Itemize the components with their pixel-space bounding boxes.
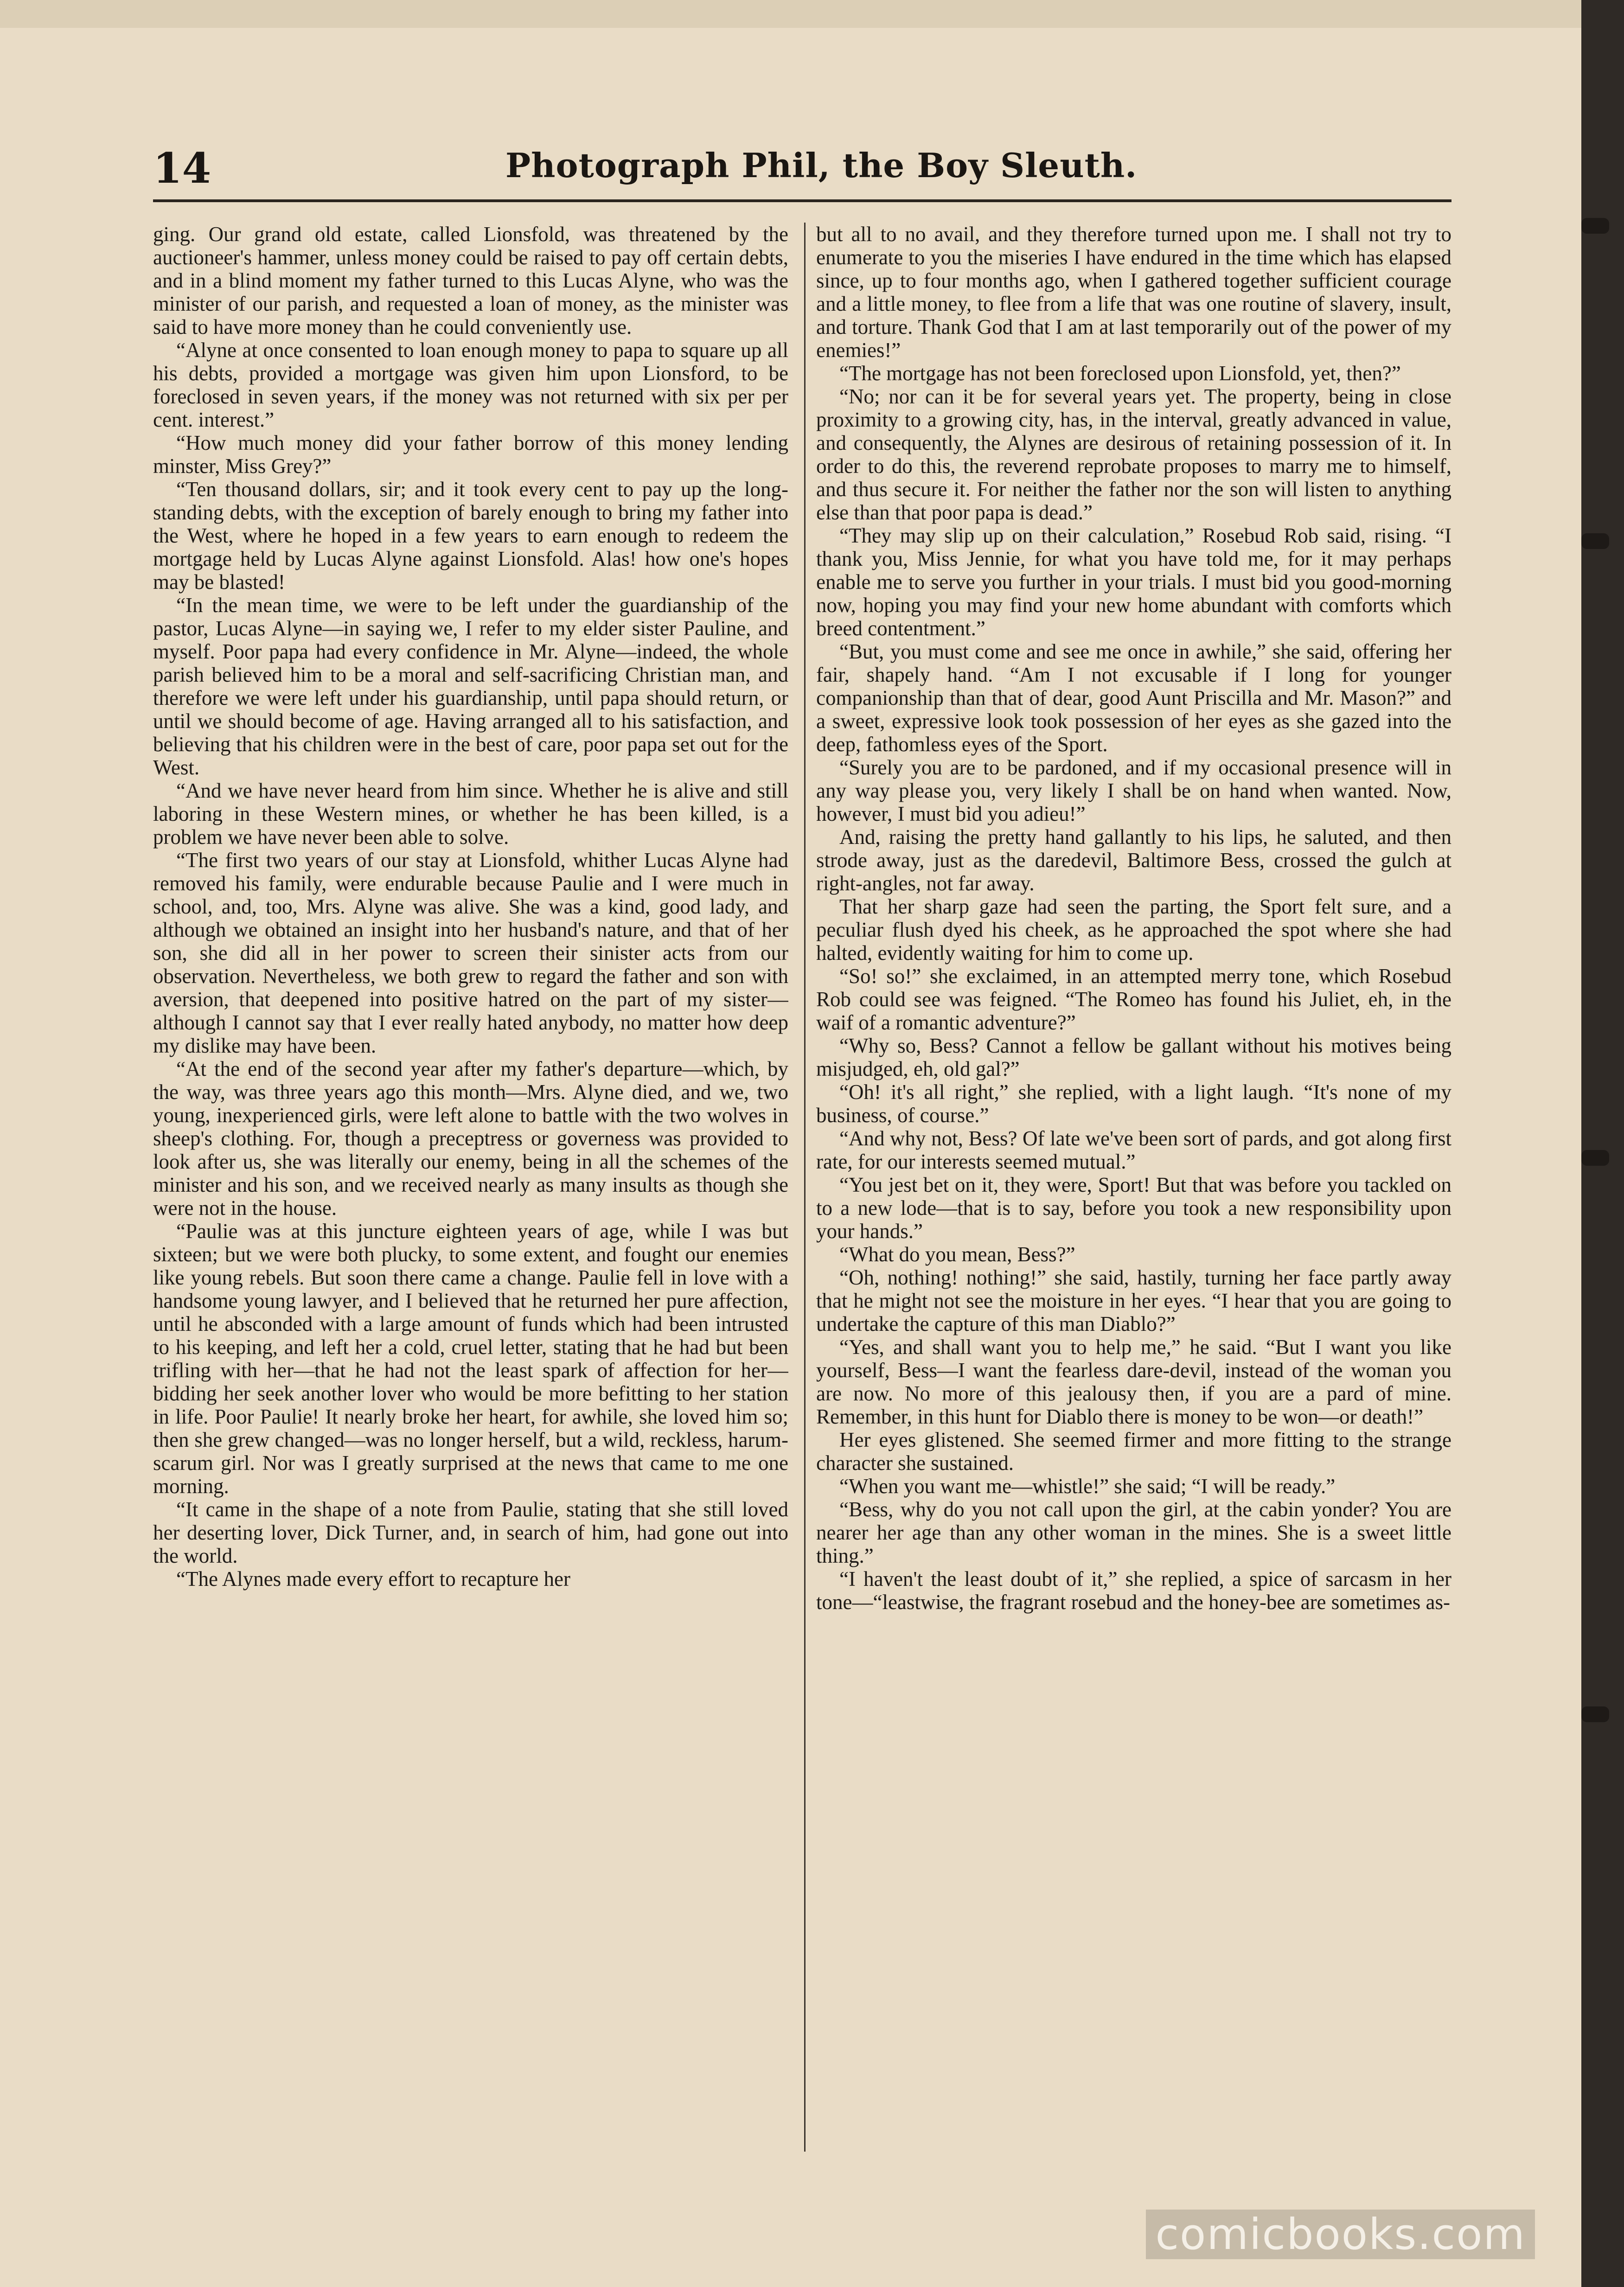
paragraph: “At the end of the second year after my father's departure—which, by the way, was three years ago this month—Mrs. Alyne died, and we, two young, inexperienced girls, were left alone to battle with the two wolves in sheep's clothing. For, though a preceptress or governess was provided to look after us, she was literally our enemy, being in all the schemes of the minister and his son, and we received nearly as many insults as though she were not in the house.	[153, 1057, 788, 1220]
paragraph: “Bess, why do you not call upon the girl, at the cabin yonder? You are nearer her age than any other woman in the mines. She is a sweet little thing.”	[816, 1498, 1451, 1567]
header-rule	[153, 199, 1451, 202]
paragraph: “It came in the shape of a note from Paulie, stating that she still loved her deserting lover, Dick Turner, and, in search of him, had gone out into the world.	[153, 1498, 788, 1567]
paragraph: “And why not, Bess? Of late we've been sort of pards, and got along first rate, for our interests seemed mutual.”	[816, 1127, 1451, 1173]
paragraph: “Ten thousand dollars, sir; and it took every cent to pay up the long-standing debts, with the exception of barely enough to bring my father into the West, where he hoped in a few years to earn enough to redeem the mortgage held by Lucas Alyne against Lionsfold. Alas! how one's hopes may be blasted!	[153, 478, 788, 594]
paragraph: “Yes, and shall want you to help me,” he said. “But I want you like yourself, Bess—I want the fearless dare-devil, instead of the woman you are now. No more of this jealousy then, if you are a pard of mine. Remember, in this hunt for Diablo there is money to be won—or death!”	[816, 1335, 1451, 1428]
paragraph: “Paulie was at this juncture eighteen years of age, while I was but sixteen; but we were both plucky, to some extent, and fought our enemies like young rebels. But soon there came a change. Paulie fell in love with a handsome young lawyer, and I believed that he returned her pure affection, until he absconded with a large amount of funds which had been intrusted to his keeping, and left her a cold, cruel letter, stating that he had but been trifling with her—that he had not the least spark of affection for her—bidding her seek another lover who would be more befitting to her station in life. Poor Paulie! It nearly broke her heart, for awhile, she loved him so; then she grew changed—was no longer herself, but a wild, reckless, harum-scarum girl. Nor was I greatly surprised at the news that came to me one morning.	[153, 1220, 788, 1498]
binding-spine	[1581, 0, 1624, 2287]
staple-hole	[1581, 218, 1609, 234]
paragraph: “Alyne at once consented to loan enough money to papa to square up all his debts, provided a mortgage was given him upon Lionsford, to be foreclosed in seven years, if the money was not returned with six per per cent. interest.”	[153, 339, 788, 431]
paragraph: ging. Our grand old estate, called Lionsfold, was threatened by the auctioneer's hammer, unless money could be raised to pay off certain debts, and in a blind moment my father turned to this Lucas Alyne, who was the minister of our parish, and requested a loan of money, as the minister was said to have more money than he could conveniently use.	[153, 223, 788, 339]
paragraph: “I haven't the least doubt of it,” she replied, a spice of sarcasm in her tone—“leastwise, the fragrant rosebud and the honey-bee are sometimes as-	[816, 1567, 1451, 1614]
staple-hole	[1581, 1706, 1609, 1722]
running-title: Photograph Phil, the Boy Sleuth.	[505, 146, 1138, 185]
staple-hole	[1581, 1150, 1609, 1166]
paragraph: Her eyes glistened. She seemed firmer and more fitting to the strange character she sustained.	[816, 1428, 1451, 1475]
page-number: 14	[153, 144, 211, 193]
paragraph: “And we have never heard from him since. Whether he is alive and still laboring in these Western mines, or whether he has been killed, is a problem we have never been able to solve.	[153, 779, 788, 849]
paragraph: “The mortgage has not been foreclosed upon Lionsfold, yet, then?”	[839, 362, 1401, 385]
page-header	[153, 139, 1451, 199]
paragraph: “They may slip up on their calculation,” Rosebud Rob said, rising. “I thank you, Miss Jennie, for what you have told me, for it may perhaps enable me to serve you further in your trials. I must bid you good-morning now, hoping you may find your new home abundant with comforts which breed contentment.”	[816, 524, 1451, 640]
paragraph: “The first two years of our stay at Lionsfold, whither Lucas Alyne had removed his family, were endurable because Paulie and I were much in school, and, too, Mrs. Alyne was alive. She was a kind, good lady, and although we obtained an insight into her husband's nature, and that of her son, she did all in her power to screen their sinister acts from our observation. Nevertheless, we both grew to regard the father and son with aversion, that deepened into positive hatred on the part of my sister—although I cannot say that I ever really hated anybody, no matter how deep my dislike may have been.	[153, 849, 788, 1057]
paragraph: “So! so!” she exclaimed, in an attempted merry tone, which Rosebud Rob could see was feigned. “The Romeo has found his Juliet, eh, in the waif of a romantic adventure?”	[816, 965, 1451, 1034]
staple-hole	[1581, 533, 1609, 549]
paragraph: “Oh, nothing! nothing!” she said, hastily, turning her face partly away that he might not see the moisture in her eyes. “I hear that you are going to undertake the capture of this man Diablo?”	[816, 1266, 1451, 1335]
paragraph: That her sharp gaze had seen the parting, the Sport felt sure, and a peculiar flush dyed his cheek, as he approached the spot where she had halted, evidently waiting for him to come up.	[816, 895, 1451, 965]
paragraph: “Why so, Bess? Cannot a fellow be gallant without his motives being misjudged, eh, old gal?”	[816, 1034, 1451, 1080]
text-column-left	[153, 223, 788, 2152]
paragraph: And, raising the pretty hand gallantly to his lips, he saluted, and then strode away, just as the daredevil, Baltimore Bess, crossed the gulch at right-angles, not far away.	[816, 825, 1451, 895]
paragraph: “But, you must come and see me once in awhile,” she said, offering her fair, shapely hand. “Am I not excusable if I long for younger companionship than that of dear, good Aunt Priscilla and Mr. Mason?” and a sweet, expressive look took possession of her eyes as she gazed into the deep, fathomless eyes of the Sport.	[816, 640, 1451, 756]
text-column-right	[816, 223, 1451, 2152]
paragraph: “No; nor can it be for several years yet. The property, being in close proximity to a growing city, has, in the interval, greatly advanced in value, and consequently, the Alynes are desirous of retaining possession of it. In order to do this, the reverend reprobate proposes to marry me to himself, and thus secure it. For neither the father nor the son will listen to anything else than that poor papa is dead.”	[816, 385, 1451, 524]
paragraph: “How much money did your father borrow of this money lending minster, Miss Grey?”	[153, 431, 788, 478]
paragraph: “When you want me—whistle!” she said; “I will be ready.”	[839, 1475, 1336, 1498]
watermark: comicbooks.com	[1146, 2210, 1535, 2259]
paragraph: “You jest bet on it, they were, Sport! But that was before you tackled on to a new lode—that is to say, before you took a new responsibility upon your hands.”	[816, 1173, 1451, 1243]
paragraph: but all to no avail, and they therefore turned upon me. I shall not try to enumerate to you the miseries I have endured in the time which has elapsed since, up to four months ago, when I gathered together sufficient courage and a little money, to flee from a life that was one routine of slavery, insult, and torture. Thank God that I am at last temporarily out of the power of my enemies!”	[816, 223, 1451, 362]
paragraph: “What do you mean, Bess?”	[839, 1243, 1075, 1266]
paragraph: “The Alynes made every effort to recapture her	[176, 1567, 571, 1591]
page-top-edge	[0, 0, 1586, 28]
column-divider	[804, 223, 806, 2152]
paragraph: “Oh! it's all right,” she replied, with a light laugh. “It's none of my business, of course.”	[816, 1080, 1451, 1127]
paragraph: “Surely you are to be pardoned, and if my occasional presence will in any way please you, very likely I shall be on hand when wanted. Now, however, I must bid you adieu!”	[816, 756, 1451, 825]
paragraph: “In the mean time, we were to be left under the guardianship of the pastor, Lucas Alyne—in saying we, I refer to my elder sister Pauline, and myself. Poor papa had every confidence in Mr. Alyne—indeed, the whole parish believed him to be a moral and self-sacrificing Christian man, and therefore we were left under his guardianship, until papa should return, or until we should become of age. Having arranged all to his satisfaction, and believing that his children were in the best of care, poor papa set out for the West.	[153, 594, 788, 779]
